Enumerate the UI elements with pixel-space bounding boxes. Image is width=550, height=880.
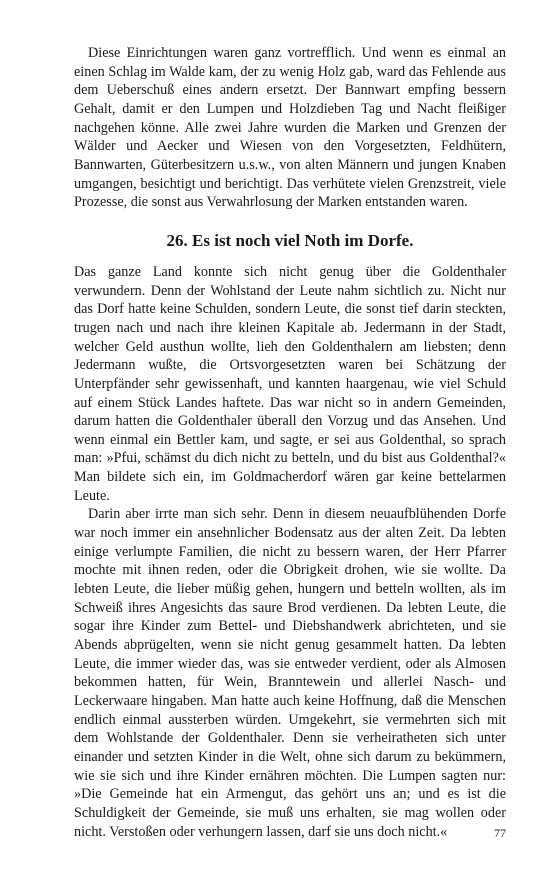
- chapter-paragraph-1: Das ganze Land konnte sich nicht genug über die Goldenthaler verwundern. Denn der Wohlstand der Leute nahm sichtlich zu. Nicht nur das Dorf hatte keine Schulden, sondern Leute, die sonst tief darin steckten, trugen nach und nach ihre kleinen Kapitale ab. Jedermann in der Stadt, welcher Geld austhun wollte, lieh den Goldenthalern am liebsten; denn Jedermann wußte, die Ortsvorgesetzten waren bei Schätzung der Unterpfänder sehr gewissenhaft, und kannten haargenau, wie viel Schuld auf einem Stück Landes haftete. Das war nicht so in andern Gemeinden, darum hatten die Goldenthaler überall den Vorzug und das Ansehen. Und wenn einmal ein Bettler kam, und sagte, er sei aus Goldenthal, so sprach man: »Pfui, schämst du dich nicht zu betteln, und du bist aus Goldenthal?« Man bildete sich ein, im Goldmacherdorf wären gar keine bettelarmen Leute.: [74, 263, 506, 504]
- chapter-heading: 26. Es ist noch viel Noth im Dorfe.: [166, 230, 414, 250]
- page-number: 77: [494, 826, 506, 840]
- chapter-paragraph-2: Darin aber irrte man sich sehr. Denn in diesem neuaufblühenden Dorfe war noch immer ein ansehnlicher Bodensatz aus der alten Zeit. Da lebten einige verlumpte Familien, die nicht zu bessern waren, der Herr Pfarrer mochte mit ihnen reden, oder die Obrigkeit drohen, wie sie wollte. Da lebten Leute, die lieber müßig gehen, hungern und betteln wollten, als im Schweiß ihres Angesichts das saure Brod verdienen. Da lebten Leute, die sogar ihre Kinder zum Bettel- und Diebshandwerk abrichteten, und sie Abends abprügelten, wenn sie nicht genug gesammelt hatten. Da lebten Leute, die immer wieder das, was sie entweder verdient, oder als Almosen bekommen hatten, für Wein, Branntewein und allerlei Nasch- und Leckerwaare hingaben. Man hatte auch keine Hoffnung, daß die Menschen endlich einmal aussterben würden. Umgekehrt, sie vermehrten sich mit dem Wohlstande der Goldenthaler. Denn sie verheiratheten sich unter einander und setzten Kinder in die Welt, ohne sich darum zu bekümmern, wie sie sich und ihre Kinder ernähren möchten. Die Lumpen sagten nur: »Die Gemeinde hat ein Armengut, das gehört uns an; und es ist die Schuldigkeit der Gemeinde, sie muß uns erhalten, sie mag wollen oder nicht. Verstoßen oder verhungern lassen, darf sie uns doch nicht.«: [74, 506, 506, 840]
- book-page: [74, 44, 506, 841]
- intro-paragraph: Diese Einrichtungen waren ganz vortrefflich. Und wenn es einmal an einen Schlag im Walde kam, der zu wenig Holz gab, ward das Fehlende aus dem Ueberschuß eines andern ersetzt. Der Bannwart empfing bessern Gehalt, damit er den Lumpen und Holzdieben Tag und Nacht fleißiger nachgehen könne. Alle zwei Jahre wurden die Marken und Grenzen der Wälder und Aecker und Wiesen von den Vorgesetzten, Feldhütern, Bannwarten, Güterbesitzern u.s.w., von alten Männern und jungen Knaben umgangen, besichtigt und berichtigt. Das verhütete vielen Grenzstreit, viele Prozesse, die sonst aus Verwahrlosung der Marken entstanden waren.: [74, 45, 506, 211]
